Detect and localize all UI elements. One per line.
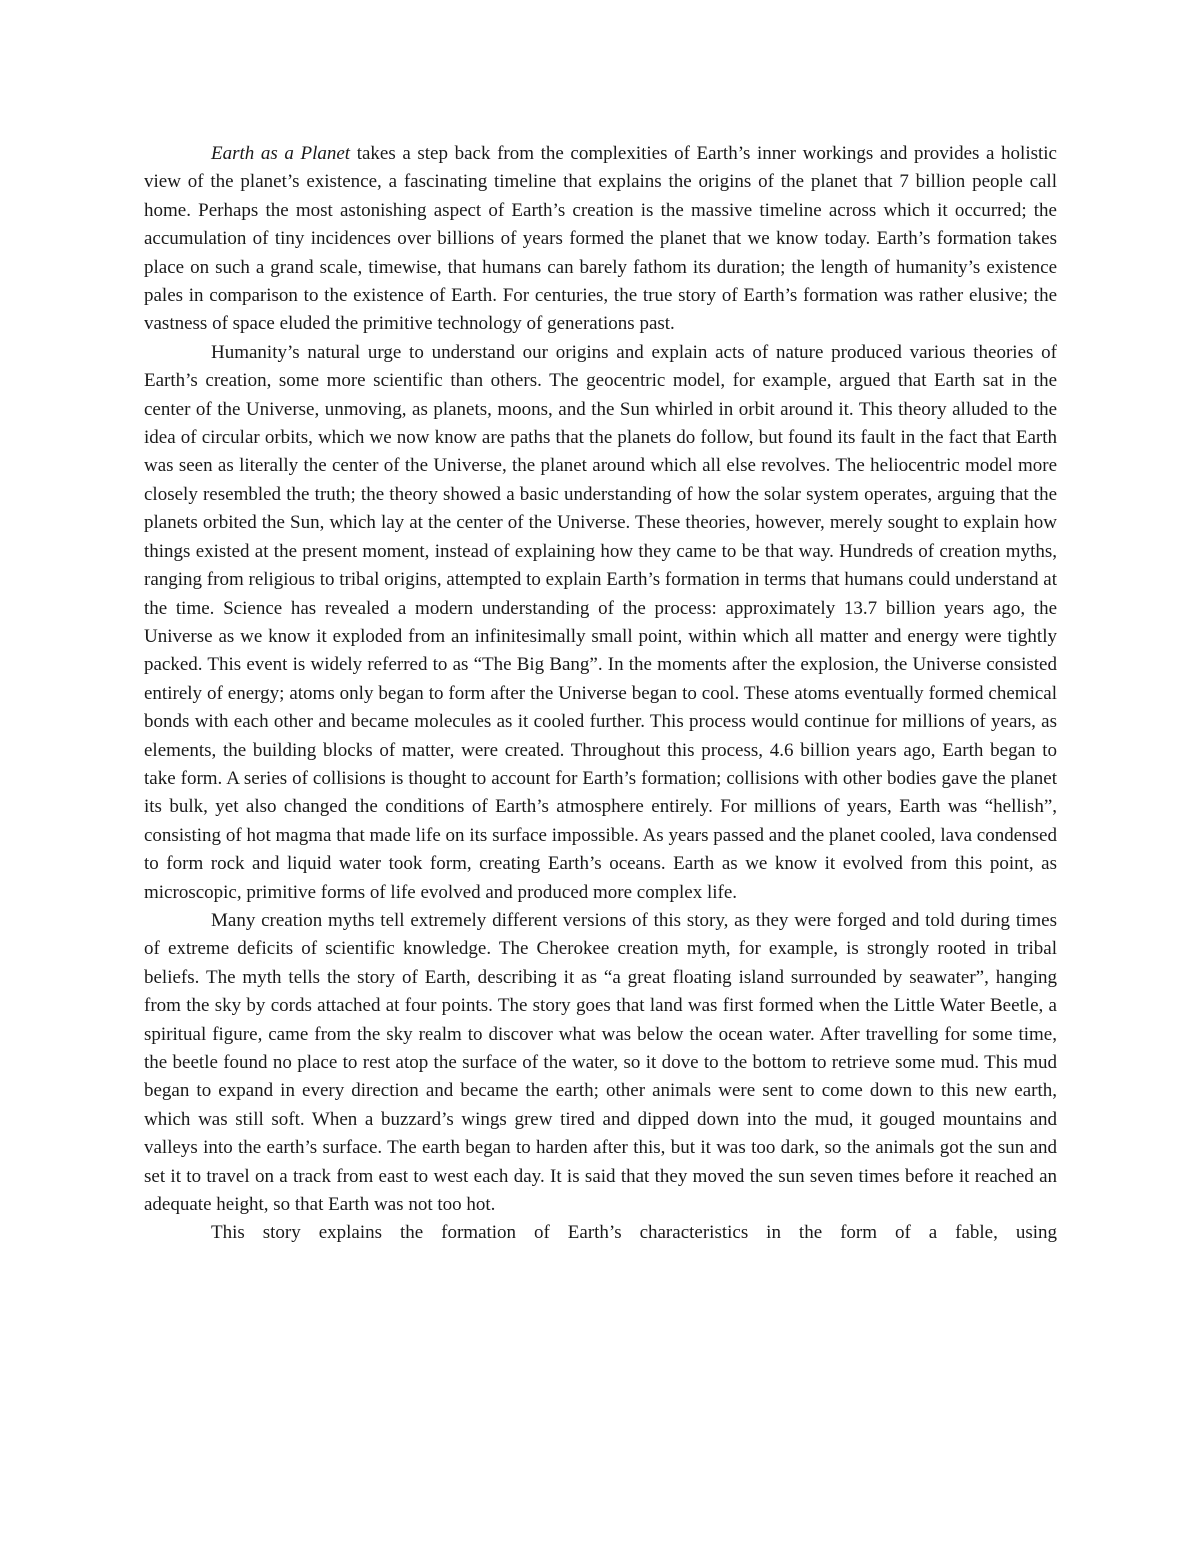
paragraph-1	[144, 140, 1057, 339]
paragraph-3: Many creation myths tell extremely different versions of this story, as they were forged and told during times of extreme deficits of scientific knowledge. The Cherokee creation myth, for example, is strongly rooted in tribal beliefs. The myth tells the story of Earth, describing it as “a great floating island surrounded by seawater”, hanging from the sky by cords attached at four points. The story goes that land was first formed when the Little Water Beetle, a spiritual figure, came from the sky realm to discover what was below the ocean water. After travelling for some time, the beetle found no place to rest atop the surface of the water, so it dove to the bottom to retrieve some mud. This mud began to expand in every direction and became the earth; other animals were sent to come down to this new earth, which was still soft. When a buzzard’s wings grew tired and dipped down into the mud, it gouged mountains and valleys into the earth’s surface. The earth began to harden after this, but it was too dark, so the animals got the sun and set it to travel on a track from east to west each day. It is said that they moved the sun seven times before it reached an adequate height, so that Earth was not too hot.	[144, 909, 1057, 1216]
paragraph-4: This story explains the formation of Earth’s characteristics in the form of a fable, using	[211, 1222, 1057, 1244]
document-body	[144, 140, 1057, 1248]
book-title: Earth as a Planet	[211, 143, 351, 164]
paragraph-2: Humanity’s natural urge to understand our origins and explain acts of nature produced various theories of Earth’s creation, some more scientific than others. The geocentric model, for example, argued that Earth sat in the center of the Universe, unmoving, as planets, moons, and the Sun whirled in orbit around it. This theory alluded to the idea of circular orbits, which we now know are paths that the planets do follow, but found its fault in the fact that Earth was seen as literally the center of the Universe, the planet around which all else revolves. The heliocentric model more closely resembled the truth; the theory showed a basic understanding of how the solar system operates, arguing that the planets orbited the Sun, which lay at the center of the Universe. These theories, however, merely sought to explain how things existed at the present moment, instead of explaining how they came to be that way. Hundreds of creation myths, ranging from religious to tribal origins, attempted to explain Earth’s formation in terms that humans could understand at the time. Science has revealed a modern understanding of the process: approximately 13.7 billion years ago, the Universe as we know it exploded from an infinitesimally small point, within which all matter and energy were tightly packed. This event is widely referred to as “The Big Bang”. In the moments after the explosion, the Universe consisted entirely of energy; atoms only began to form after the Universe began to cool. These atoms eventually formed chemical bonds with each other and became molecules as it cooled further. This process would continue for millions of years, as elements, the building blocks of matter, were created. Throughout this process, 4.6 billion years ago, Earth began to take form. A series of collisions is thought to account for Earth’s formation; collisions with other bodies gave the planet its bulk, yet also changed the conditions of Earth’s atmosphere entirely. For millions of years, Earth was “hellish”, consisting of hot magma that made life on its surface impossible. As years passed and the planet cooled, lava condensed to form rock and liquid water took form, creating Earth’s oceans. Earth as we know it evolved from this point, as microscopic, primitive forms of life evolved and produced more complex life.	[144, 341, 1057, 903]
paragraph-1-text: takes a step back from the complexities of Earth’s inner workings and provides a holistic view of the planet’s existence, a fascinating timeline that explains the origins of the planet that 7 billion people call home. Perhaps the most astonishing aspect of Earth’s creation is the massive timeline across which it occurred; the accumulation of tiny incidences over billions of years formed the planet that we know today. Earth’s formation takes place on such a grand scale, timewise, that humans can barely fathom its duration; the length of humanity’s existence pales in comparison to the existence of Earth. For centuries, the true story of Earth’s formation was rather elusive; the vastness of space eluded the primitive technology of generations past.	[144, 143, 1057, 335]
